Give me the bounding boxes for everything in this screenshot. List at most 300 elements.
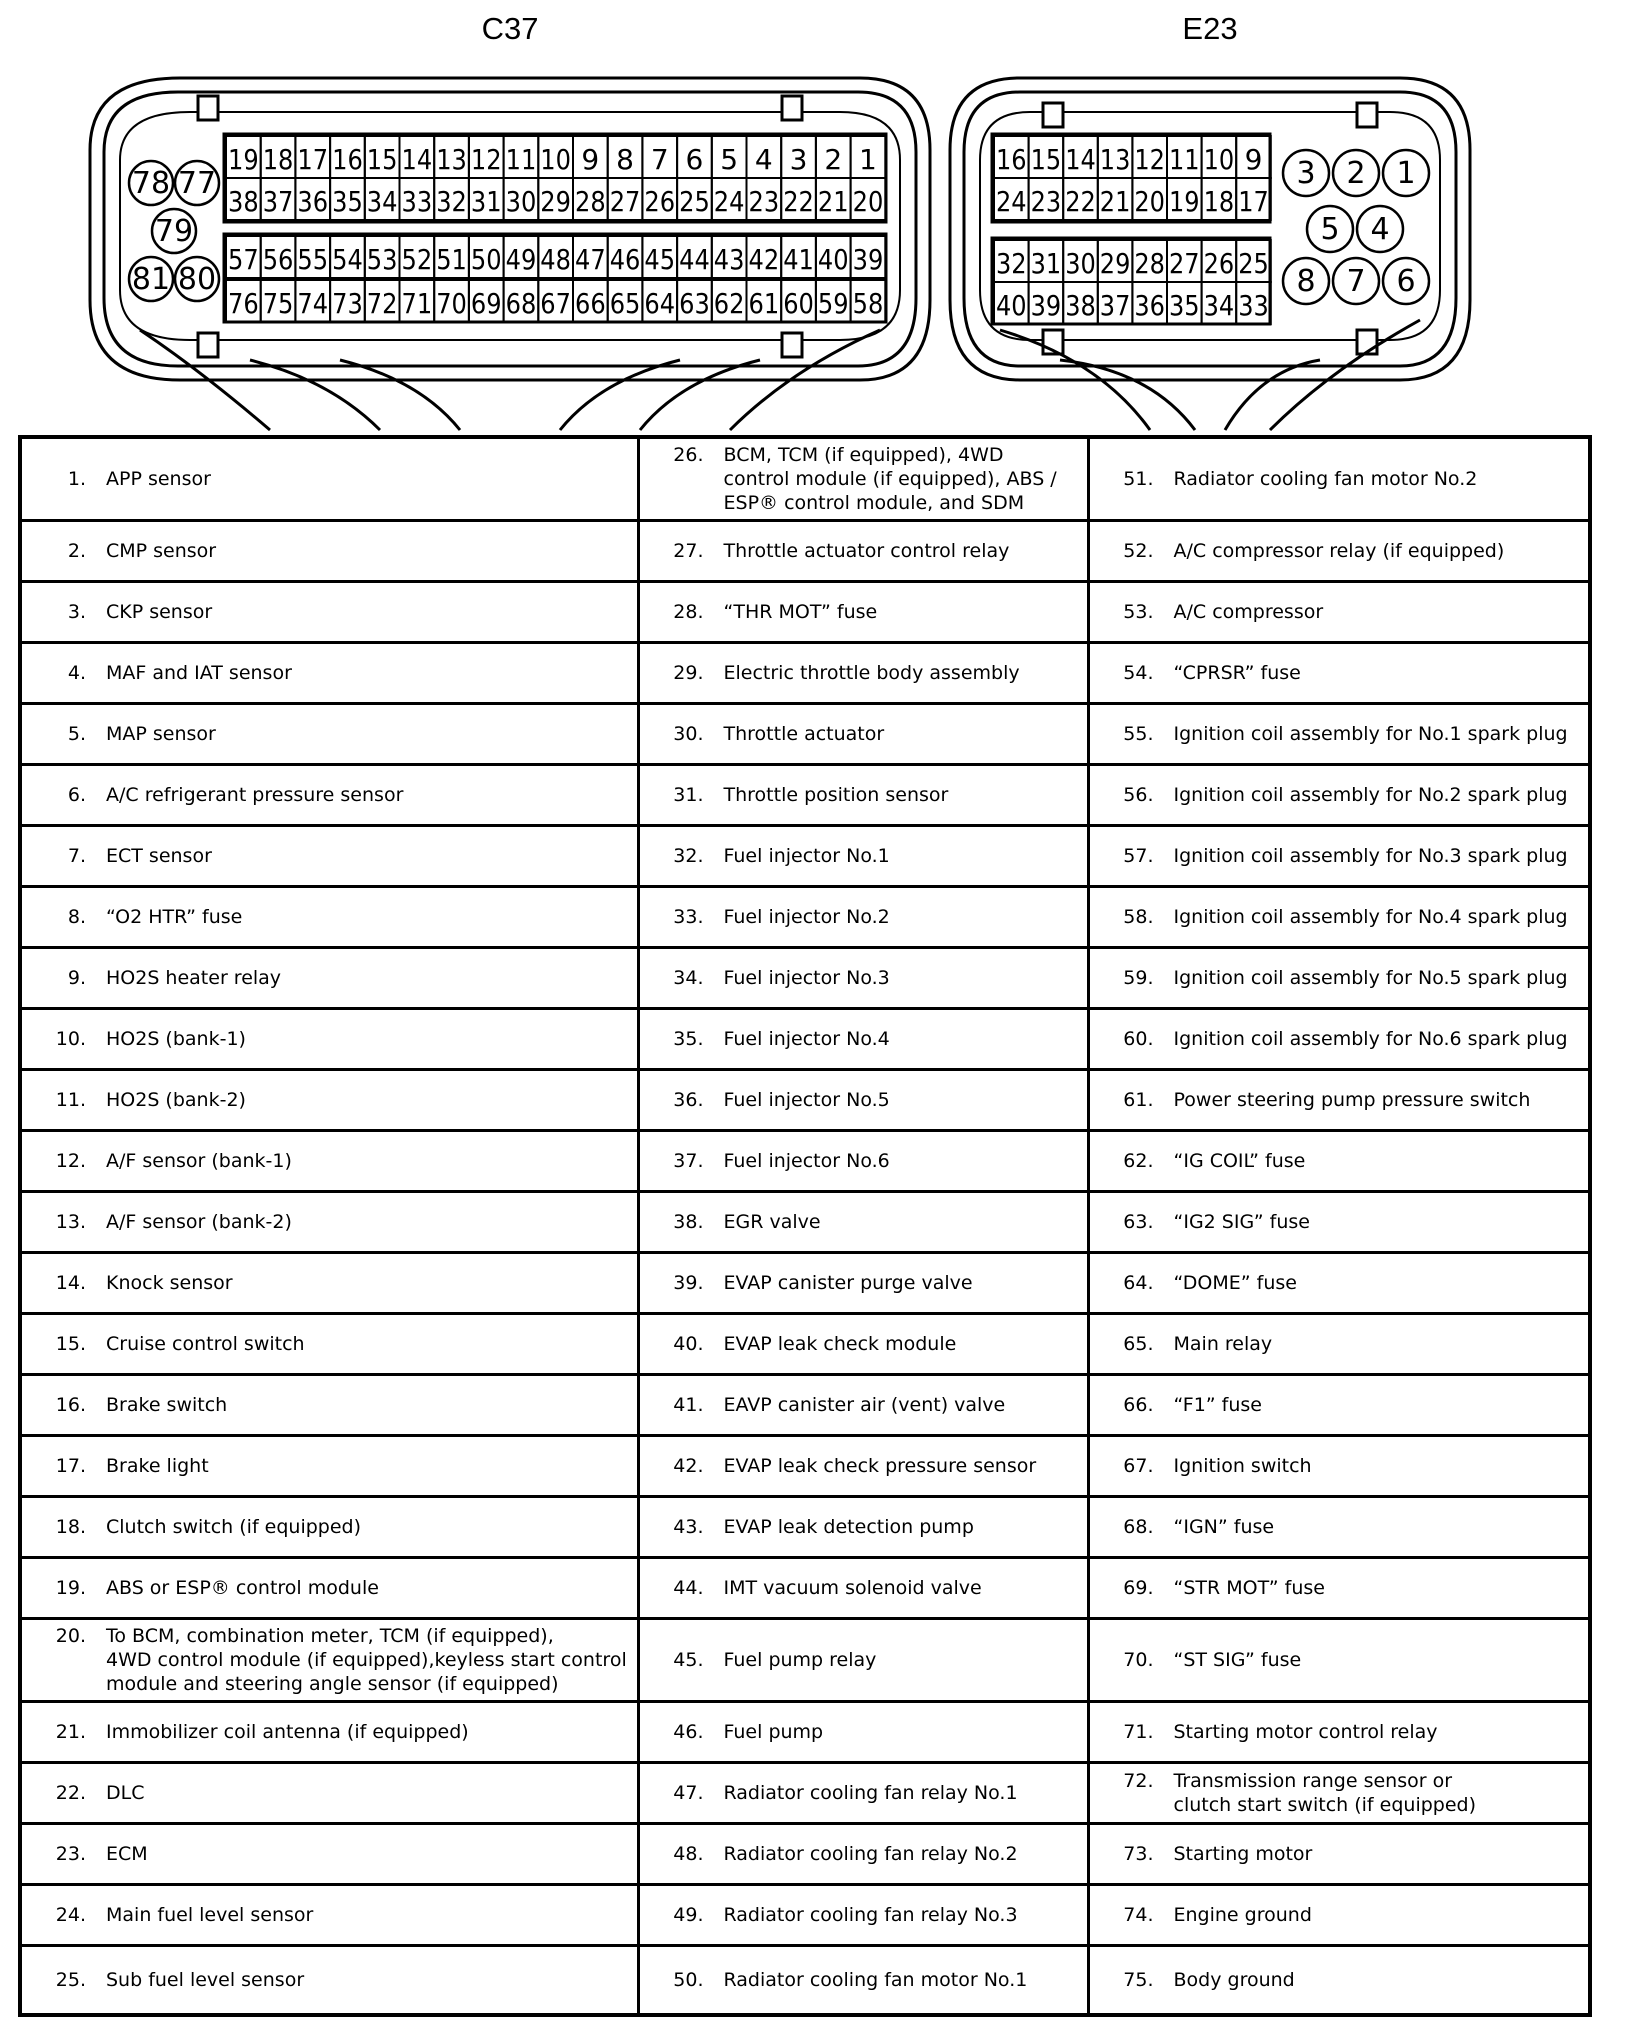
legend-description: EVAP leak check pressure sensor [723,1455,1037,1477]
legend-number: 64. [1123,1272,1154,1294]
legend-number: 61. [1123,1089,1154,1111]
legend-description: Clutch switch (if equipped) [106,1516,362,1538]
legend-description: “CPRSR” fuse [1173,662,1301,684]
pin-number: 61 [748,286,780,320]
pin-number: 28 [1134,246,1165,280]
pin-number: 73 [332,286,363,320]
pin-number: 9 [1244,142,1263,176]
pin-number: 21 [817,184,849,218]
pin-number: 39 [852,242,884,276]
legend-number: 7. [67,845,86,867]
legend-cell [638,1558,1088,1619]
pin-number: 4 [754,142,773,176]
legend-row [20,1702,1590,1763]
legend-description: A/C compressor relay (if equipped) [1173,540,1505,562]
legend-number: 23. [55,1843,86,1865]
pin-number: 40 [817,242,849,276]
legend-number: 1. [67,468,86,490]
legend-number: 40. [673,1333,704,1355]
pin-number: 37 [262,184,294,218]
legend-number: 31. [673,784,704,806]
pin-number: 24 [713,184,745,218]
pin-number: 14 [401,142,433,176]
legend-number: 66. [1123,1394,1154,1416]
pin-number: 18 [262,142,294,176]
legend-row [20,1619,1590,1702]
legend-cell [20,1009,638,1070]
legend-description: DLC [106,1782,145,1804]
legend-description: Throttle actuator control relay [723,540,1010,562]
legend-row [20,765,1590,826]
legend-description: A/F sensor (bank-1) [106,1150,292,1172]
legend-description: Immobilizer coil antenna (if equipped) [106,1721,469,1743]
legend-number: 62. [1123,1150,1154,1172]
pin-number: 46 [609,242,641,276]
legend-description: Engine ground [1173,1904,1312,1926]
legend-number: 6. [67,784,86,806]
legend-description: “O2 HTR” fuse [106,906,243,928]
legend-description: “ST SIG” fuse [1173,1649,1302,1671]
pin-number: 14 [1065,142,1096,176]
legend-number: 72. [1123,1770,1154,1792]
legend-row [20,1009,1590,1070]
legend-number: 35. [673,1028,704,1050]
pin-number: 9 [581,142,600,176]
pin-number: 19 [228,142,259,176]
pin-number: 49 [505,242,537,276]
legend-cell [1088,643,1590,704]
legend-number: 16. [55,1394,86,1416]
pin-number: 69 [470,286,502,320]
legend-description: Fuel pump [723,1721,824,1743]
legend-description: Throttle actuator [723,723,885,745]
pin-number: 31 [470,184,502,218]
legend-row [20,1192,1590,1253]
legend-row [20,521,1590,582]
legend-description: HO2S (bank-1) [106,1028,246,1050]
pin-number: 29 [1099,246,1131,280]
legend-row [20,1824,1590,1885]
round-pin-number: 78 [131,166,171,201]
pin-number: 37 [1099,288,1131,322]
legend-cell [20,704,638,765]
round-pin-number: 3 [1296,156,1316,191]
legend-cell [638,1497,1088,1558]
pin-number: 51 [436,242,467,276]
legend-number: 71. [1123,1721,1154,1743]
legend-cell [20,1946,638,2016]
legend-cell [20,1885,638,1946]
legend-cell [20,1070,638,1131]
legend-row [20,1946,1590,2016]
pin-number: 23 [1030,184,1062,218]
legend-cell [1088,521,1590,582]
pin-number: 45 [644,242,676,276]
pin-number: 72 [366,286,398,320]
pin-number: 27 [1169,246,1200,280]
legend-row [20,582,1590,643]
legend-number: 55. [1123,723,1154,745]
legend-number: 39. [673,1272,704,1294]
legend-number: 46. [673,1721,704,1743]
legend-number: 65. [1123,1333,1154,1355]
legend-description: Ignition coil assembly for No.1 spark plug [1173,723,1568,745]
legend-description: Body ground [1173,1969,1295,1991]
legend-cell [20,1702,638,1763]
legend-row [20,643,1590,704]
round-pin-number: 79 [154,214,194,249]
legend-description: “DOME” fuse [1173,1272,1297,1294]
pin-number: 74 [297,286,329,320]
legend-row [20,704,1590,765]
legend-description: HO2S heater relay [106,967,282,989]
legend-cell [1088,887,1590,948]
pin-number: 5 [720,142,739,176]
legend-cell [638,1070,1088,1131]
round-pin-number: 5 [1320,212,1340,247]
pin-number: 12 [470,142,502,176]
legend-description: ABS or ESP® control module [106,1577,379,1599]
pin-number: 33 [1238,288,1269,322]
pin-number: 62 [713,286,745,320]
legend-cell [1088,1253,1590,1314]
legend-cell [1088,1009,1590,1070]
legend-description: APP sensor [106,468,211,490]
pin-number: 38 [1065,288,1096,322]
legend-description: A/F sensor (bank-2) [106,1211,292,1233]
pin-number: 26 [644,184,676,218]
pin-number: 65 [609,286,641,320]
legend-description: Sub fuel level sensor [106,1969,305,1991]
legend-description: Radiator cooling fan relay No.2 [723,1843,1018,1865]
legend-number: 20. [55,1625,86,1647]
legend-description: Starting motor control relay [1173,1721,1438,1743]
legend-description: Throttle position sensor [723,784,949,806]
pin-number: 22 [1065,184,1096,218]
legend-cell [638,1824,1088,1885]
pin-number: 6 [685,142,704,176]
legend-cell [638,826,1088,887]
legend-description: Main relay [1173,1333,1273,1355]
legend-cell [1088,765,1590,826]
c37-pin-grid [226,136,885,322]
legend-row [20,1558,1590,1619]
e23-pin-grid [994,136,1271,324]
legend-number: 44. [673,1577,704,1599]
legend-description: “STR MOT” fuse [1173,1577,1325,1599]
legend-cell [1088,1375,1590,1436]
pin-number: 50 [470,242,502,276]
pin-number: 53 [366,242,398,276]
legend-number: 67. [1123,1455,1154,1477]
pin-number: 43 [713,242,745,276]
legend-cell [1088,582,1590,643]
legend-cell [1088,826,1590,887]
pin-number: 31 [1030,246,1062,280]
legend-description: Fuel injector No.6 [723,1150,890,1172]
legend-description: Ignition coil assembly for No.3 spark plug [1173,845,1568,867]
legend-cell [638,1009,1088,1070]
legend-cell [638,887,1088,948]
pin-number: 1 [859,142,877,176]
legend-cell [20,826,638,887]
legend-cell [638,765,1088,826]
legend-number: 37. [673,1150,704,1172]
pin-number: 57 [228,242,259,276]
legend-number: 54. [1123,662,1154,684]
legend-cell [20,1375,638,1436]
legend-cell [638,1702,1088,1763]
legend-description: MAF and IAT sensor [106,662,292,684]
legend-number: 59. [1123,967,1154,989]
legend-row [20,437,1590,521]
c37-title: C37 [481,11,539,46]
legend-description: Fuel injector No.2 [723,906,890,928]
pin-number: 52 [401,242,433,276]
connector-diagram [0,0,1632,432]
legend-cell [20,887,638,948]
pin-number: 71 [401,286,433,320]
legend-number: 42. [673,1455,704,1477]
pin-number: 34 [1203,288,1235,322]
pin-number: 3 [789,142,808,176]
pin-number: 21 [1099,184,1131,218]
legend-cell [1088,1824,1590,1885]
legend-cell [20,1763,638,1824]
pin-number: 11 [505,142,537,176]
legend-description: Ignition coil assembly for No.6 spark plug [1173,1028,1568,1050]
pin-number: 18 [1203,184,1235,218]
legend-cell [638,1375,1088,1436]
legend-description: EAVP canister air (vent) valve [723,1394,1006,1416]
pin-number: 20 [1134,184,1165,218]
pin-number: 12 [1134,142,1165,176]
legend-cell [20,1314,638,1375]
legend-description: Fuel pump relay [723,1649,877,1671]
pin-number: 41 [783,242,814,276]
legend-number: 12. [55,1150,86,1172]
legend-description: EVAP leak detection pump [723,1516,974,1538]
legend-number: 53. [1123,601,1154,623]
legend-number: 60. [1123,1028,1154,1050]
pin-number: 38 [228,184,259,218]
legend-number: 70. [1123,1649,1154,1671]
pin-number: 16 [332,142,363,176]
legend-description: Fuel injector No.1 [723,845,890,867]
legend-number: 47. [673,1782,704,1804]
pin-number: 22 [783,184,814,218]
legend-cell [20,437,638,521]
legend-description: MAP sensor [106,723,216,745]
legend-cell [638,1131,1088,1192]
legend-number: 26. [673,444,704,466]
legend-number: 36. [673,1089,704,1111]
pin-number: 32 [996,246,1027,280]
legend-number: 68. [1123,1516,1154,1538]
legend-row [20,1314,1590,1375]
legend-description: Power steering pump pressure switch [1173,1089,1531,1111]
legend-cell [1088,1558,1590,1619]
legend-description: Transmission range sensor or clutch start switch (if equipped) [1173,1770,1477,1816]
legend-number: 9. [67,967,86,989]
legend-description: Fuel injector No.5 [723,1089,890,1111]
legend-cell [638,1253,1088,1314]
pin-number: 13 [436,142,467,176]
pin-legend-table [18,435,1592,2017]
legend-cell [1088,704,1590,765]
pin-number: 30 [505,184,537,218]
legend-cell [638,521,1088,582]
legend-cell [1088,1497,1590,1558]
pin-number: 63 [679,286,710,320]
legend-number: 11. [55,1089,86,1111]
legend-description: Ignition switch [1173,1455,1312,1477]
legend-row [20,1436,1590,1497]
legend-cell [20,1824,638,1885]
legend-description: CMP sensor [106,540,217,562]
legend-cell [20,1497,638,1558]
legend-number: 33. [673,906,704,928]
legend-description: Radiator cooling fan relay No.3 [723,1904,1018,1926]
pin-number: 75 [262,286,294,320]
round-pin-number: 1 [1396,156,1416,191]
legend-cell [1088,1946,1590,2016]
legend-cell [1088,1885,1590,1946]
legend-description: BCM, TCM (if equipped), 4WD control module (if equipped), ABS / ESP® control module, and SDM [723,444,1057,514]
legend-number: 75. [1123,1969,1154,1991]
pin-number: 55 [297,242,329,276]
legend-number: 15. [55,1333,86,1355]
round-pin-number: 6 [1396,264,1416,299]
legend-number: 69. [1123,1577,1154,1599]
legend-number: 19. [55,1577,86,1599]
legend-row [20,1131,1590,1192]
legend-cell [1088,1192,1590,1253]
pin-number: 26 [1203,246,1235,280]
pin-number: 76 [228,286,259,320]
legend-description: Ignition coil assembly for No.5 spark plug [1173,967,1568,989]
legend-row [20,948,1590,1009]
legend-number: 3. [67,601,86,623]
legend-number: 22. [55,1782,86,1804]
legend-row [20,1253,1590,1314]
pin-number: 33 [401,184,433,218]
legend-description: “IG COIL” fuse [1173,1150,1306,1172]
legend-cell [638,437,1088,521]
legend-cell [20,1192,638,1253]
round-pin-number: 81 [131,262,171,297]
pin-number: 36 [297,184,329,218]
pin-number: 19 [1169,184,1200,218]
pin-number: 28 [575,184,606,218]
legend-description: Ignition coil assembly for No.2 spark plug [1173,784,1568,806]
legend-number: 29. [673,662,704,684]
legend-cell [638,1192,1088,1253]
pin-number: 59 [817,286,849,320]
legend-number: 4. [67,662,86,684]
legend-number: 18. [55,1516,86,1538]
legend-number: 21. [55,1721,86,1743]
pin-number: 24 [996,184,1027,218]
legend-description: Main fuel level sensor [106,1904,314,1926]
legend-cell [638,643,1088,704]
legend-number: 58. [1123,906,1154,928]
legend-number: 13. [55,1211,86,1233]
pin-number: 15 [366,142,398,176]
pin-number: 56 [262,242,294,276]
legend-cell [20,582,638,643]
legend-number: 51. [1123,468,1154,490]
legend-cell [20,1558,638,1619]
pin-number: 25 [1238,246,1269,280]
legend-description: ECM [106,1843,148,1865]
legend-cell [638,704,1088,765]
legend-number: 28. [673,601,704,623]
legend-cell [638,1619,1088,1702]
round-pin-number: 80 [177,262,217,297]
legend-cell [1088,1763,1590,1824]
legend-number: 17. [55,1455,86,1477]
legend-description: EGR valve [723,1211,821,1233]
legend-cell [638,948,1088,1009]
legend-number: 27. [673,540,704,562]
pin-number: 66 [575,286,606,320]
legend-number: 52. [1123,540,1154,562]
pin-number: 32 [436,184,467,218]
legend-row [20,1375,1590,1436]
pin-number: 35 [332,184,363,218]
round-pin-number: 2 [1346,156,1366,191]
legend-cell [1088,1436,1590,1497]
legend-number: 8. [67,906,86,928]
legend-description: IMT vacuum solenoid valve [723,1577,982,1599]
legend-number: 24. [55,1904,86,1926]
legend-cell [638,1314,1088,1375]
legend-description: Cruise control switch [106,1333,305,1355]
legend-number: 14. [55,1272,86,1294]
legend-description: “IG2 SIG” fuse [1173,1211,1310,1233]
legend-description: To BCM, combination meter, TCM (if equipped), 4WD control module (if equipped),keyless start control module and steering angle sensor (if equipped) [106,1625,627,1695]
legend-description: Brake light [106,1455,209,1477]
pin-number: 23 [748,184,780,218]
pin-number: 16 [996,142,1027,176]
legend-number: 74. [1123,1904,1154,1926]
legend-description: ECT sensor [106,845,212,867]
legend-cell [638,1763,1088,1824]
pin-number: 17 [1238,184,1269,218]
legend-cell [20,1131,638,1192]
legend-description: “IGN” fuse [1173,1516,1275,1538]
legend-description: HO2S (bank-2) [106,1089,246,1111]
pin-number: 10 [1203,142,1235,176]
pin-number: 48 [540,242,572,276]
legend-number: 49. [673,1904,704,1926]
e23-title: E23 [1182,11,1238,46]
legend-cell [1088,1131,1590,1192]
legend-row [20,1497,1590,1558]
legend-description: EVAP canister purge valve [723,1272,973,1294]
legend-row [20,1885,1590,1946]
pin-number: 2 [824,142,843,176]
pin-number: 20 [852,184,884,218]
legend-description: Starting motor [1173,1843,1313,1865]
legend-description: Fuel injector No.4 [723,1028,890,1050]
legend-cell [638,1946,1088,2016]
legend-cell [638,1436,1088,1497]
e23-round-pins [1283,150,1429,304]
pin-number: 13 [1099,142,1131,176]
legend-number: 63. [1123,1211,1154,1233]
